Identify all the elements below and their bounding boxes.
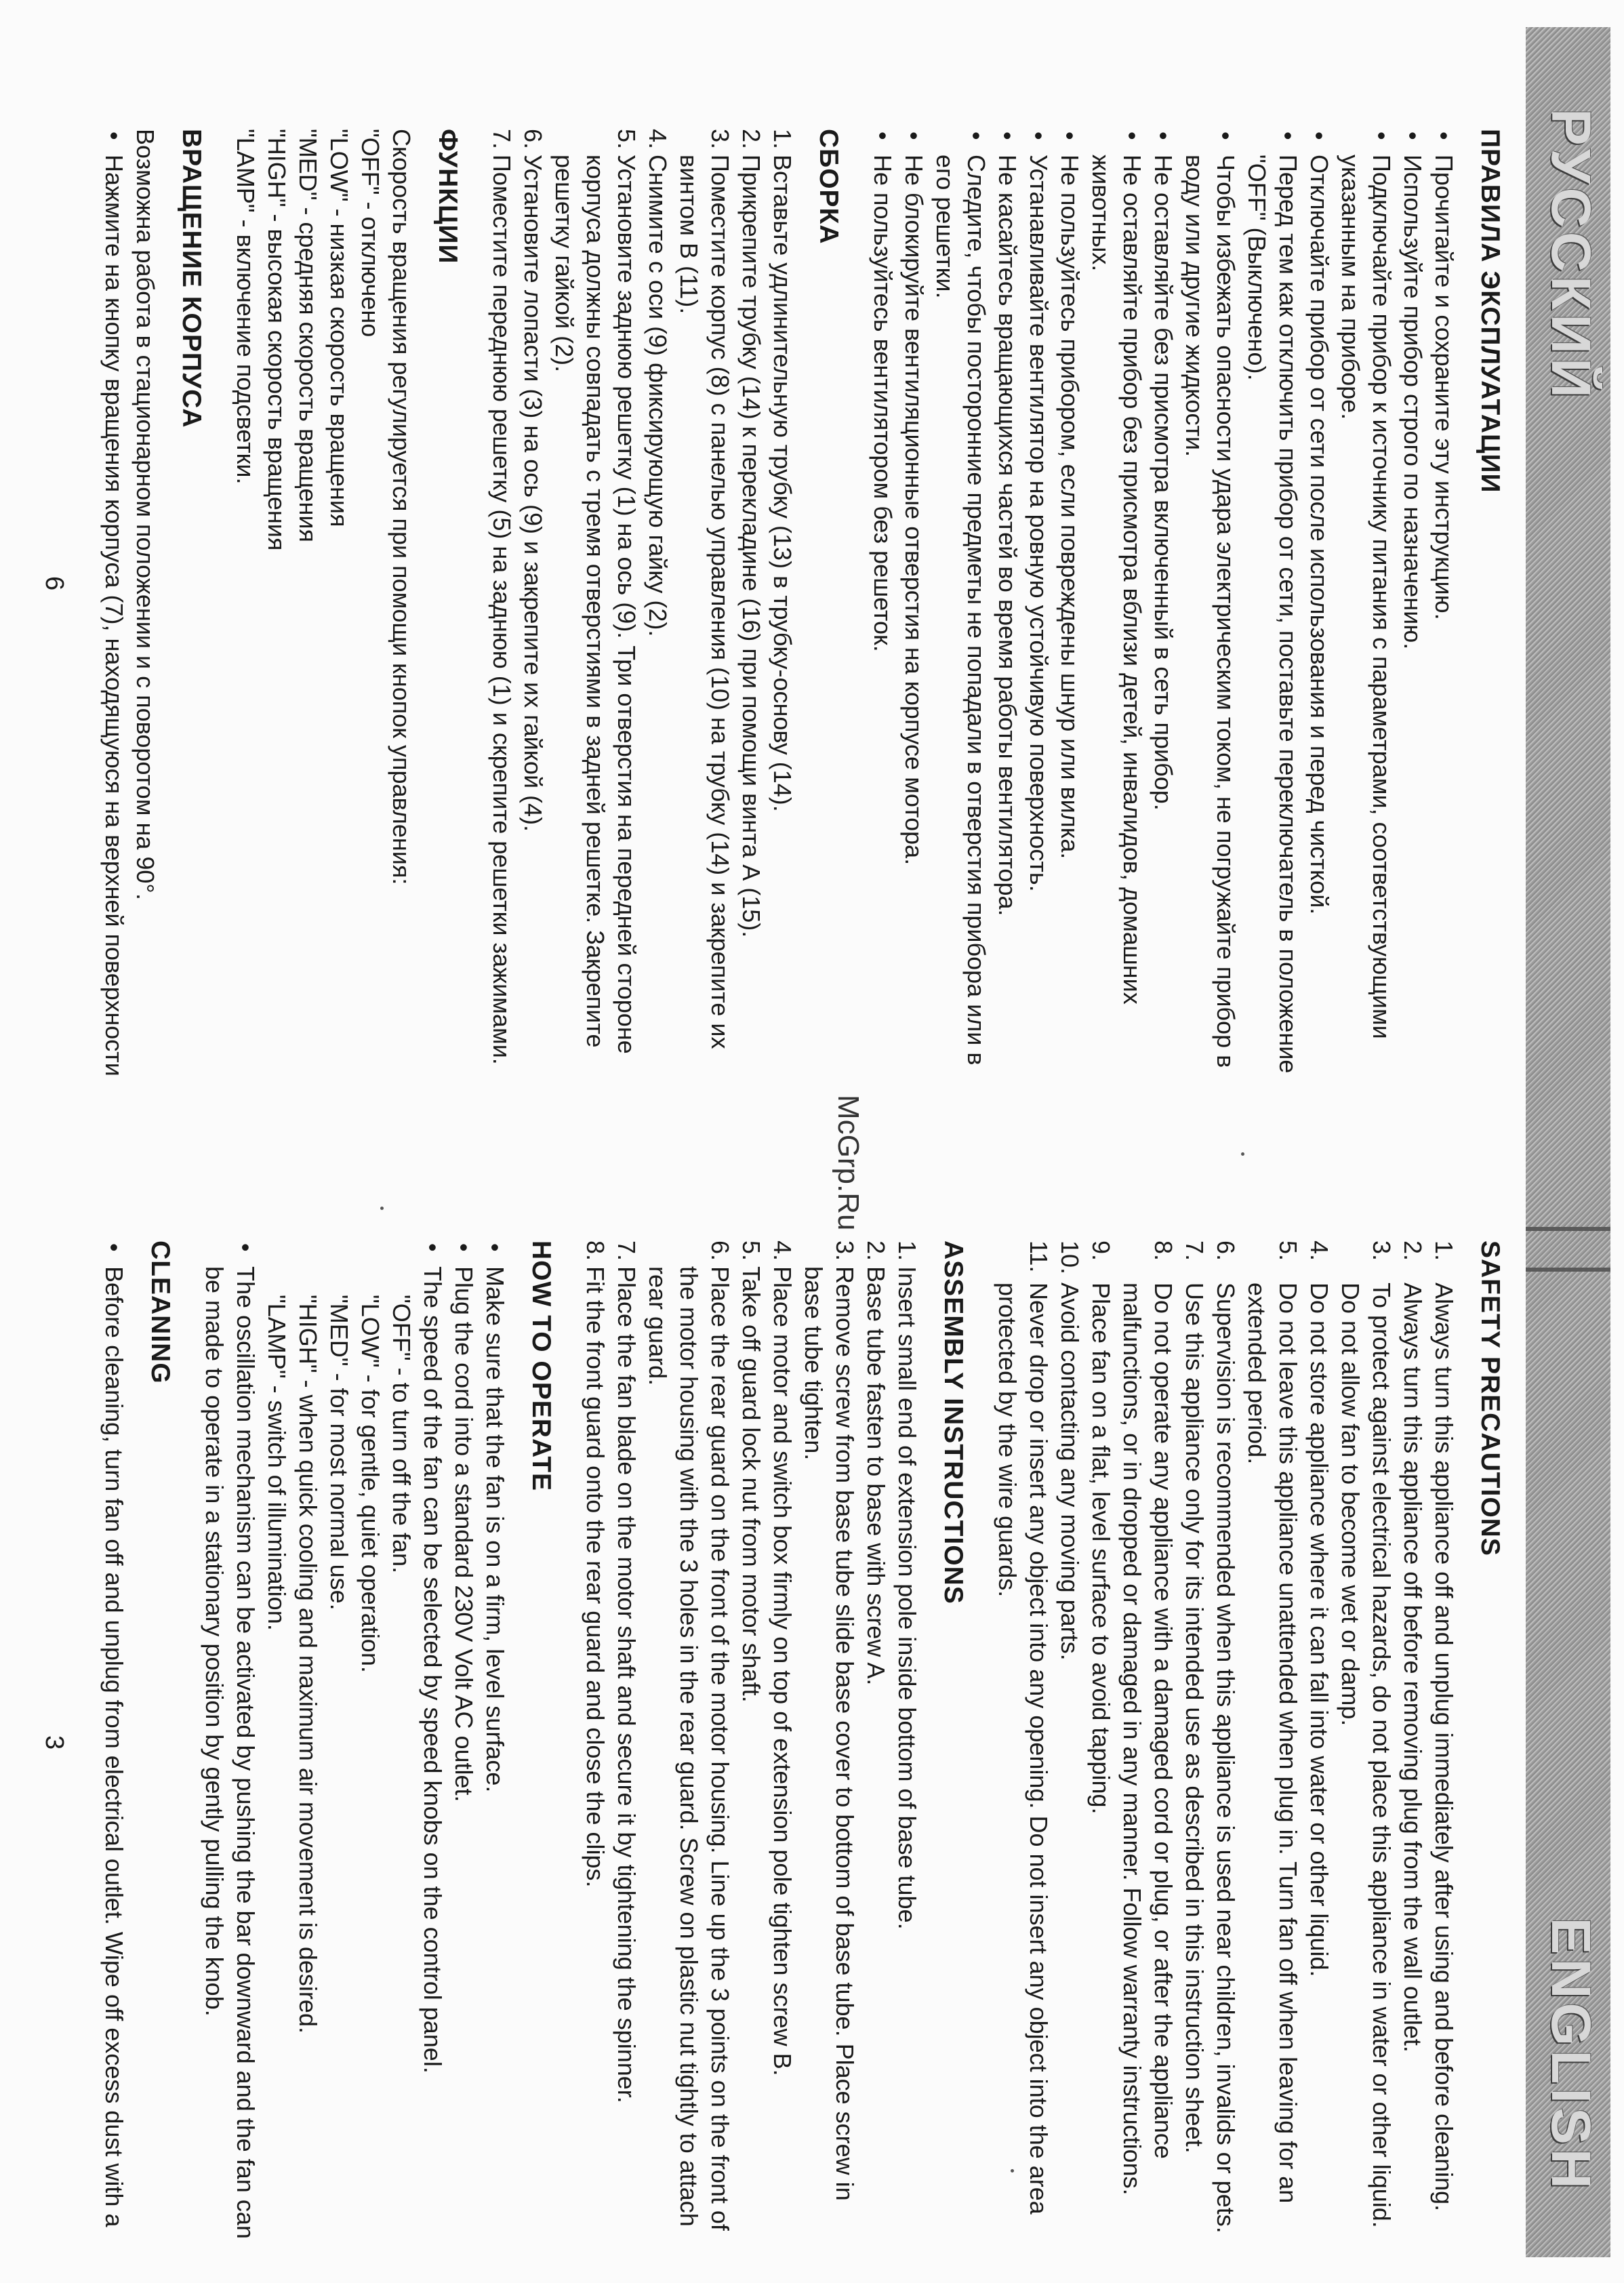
item-number: 6. [519,129,547,150]
en-safety-title: SAFETY PRECAUTIONS [1476,1240,1505,1556]
en-cleaning-list [98,1240,129,2244]
scan-speck [1241,1152,1244,1156]
list-item: • Не пользуйтесь вентилятором без решеток. [867,129,898,1105]
banner-divider [1526,1268,1610,1272]
item-text: Take off guard lock nut from motor shaft. [737,1266,765,1703]
list-item [548,129,642,1105]
item-number: 8. [1150,1240,1177,1261]
list-item [517,129,548,1105]
item-text: Avoid contacting any moving parts. [1056,1282,1084,1661]
item-number: 11. [1025,1240,1053,1273]
item-text: Place motor and switch box firmly on top of extension pole tighten screw B. [769,1266,796,2076]
ru-functions-intro: Скорость вращения регулируется при помощи кнопок управления: [388,129,415,885]
list-item: • Чтобы избежать опасности удара электрическим током, не погружайте прибор в воду или другие жидкости. [1179,129,1241,1105]
item-text: Установите лопасти (3) на ось (9) и закрепите их гайкой (4). [519,155,547,832]
list-item: • Не оставляйте прибор без присмотра вблизи детей, инвалидов, домашних животных. [1085,129,1148,1105]
list-item: • Не блокируйте вентиляционные отверстия на корпусе мотора. [898,129,929,1105]
list-item [1428,1240,1459,2244]
list-item: • Используйте прибор строго по назначению. [1397,129,1428,1105]
item-number: 4. [1305,1240,1333,1261]
item-text: Use this appliance only for its intended use as described in this instruction sheet. [1181,1282,1209,2154]
item-number: 7. [488,129,516,150]
list-item: • Прочитайте и сохраните эту инструкцию. [1428,129,1459,1105]
en-operate-list-2 [199,1240,261,2244]
en-operate-title: HOW TO OPERATE [527,1240,556,1492]
scan-speck [380,1207,384,1210]
list-item: • Не пользуйтесь прибором, если повреждены шнур или вилка. [1054,129,1085,1105]
list-item [642,1240,735,2244]
item-number: 2. [737,129,765,150]
list-item [611,1240,642,2244]
item-number: 3. [706,129,734,150]
item-number: 4. [644,129,672,150]
ru-rotation-title: ВРАЩЕНИЕ КОРПУСА [177,129,206,428]
russian-column [98,129,1512,1105]
list-item [1179,1240,1210,2244]
item-text: Do not leave this appliance unattended when plug in. Turn fan off when leaving for an extended period. [1243,1282,1302,2204]
item-text: Do not store appliance where it can fall into water or other liquid. [1305,1282,1333,1977]
list-item [673,129,735,1105]
ru-safety-list [867,129,1459,1105]
list-item: • Make sure that the fan is on a firm, level surface. [479,1240,510,2244]
list-item [798,1240,860,2244]
list-item [1335,1240,1397,2244]
item-text: Always turn this appliance off and unplug immediately after using and before cleaning. [1430,1282,1458,2212]
list-item: • The oscillation mechanism can be activated by pushing the bar downward and the fan can be made to operate in a stationary position by gently pulling the knob. [199,1240,261,2244]
speed-line: "MED" - средняя скорость вращения [294,129,322,543]
list-item [735,129,767,1105]
list-item: • Перед тем как отключить прибор от сети, поставьте переключатель в положение "OFF" (Выключено). [1241,129,1303,1105]
item-number: 1. [1430,1240,1458,1261]
item-number: 6. [706,1240,734,1261]
list-item: • Before cleaning, turn fan off and unplug from electrical outlet. Wipe off excess dust with a [98,1240,129,2244]
banner-divider [1526,1227,1610,1231]
ru-functions-title: ФУНКЦИИ [433,129,462,264]
item-number: 7. [613,1240,641,1261]
speed-line: "MED" - for most normal use. [325,1295,353,1611]
item-text: Вставьте удлинительную трубку (13) в трубку-основу (14). [769,155,796,812]
banner-english-label: ENGLISH [1540,1917,1602,2193]
item-number: 4. [769,1240,796,1261]
item-text: Place the rear guard on the front of the motor housing. Line up the 3 points on the front of the motor housing with the 3 holes in the rear guard. Screw on plastic nut tightly to attach rear guard. [644,1266,734,2231]
item-number: 8. [582,1240,609,1261]
item-number: 6. [1212,1240,1240,1261]
speed-line: "LAMP" - включение подсветки. [232,129,260,485]
item-text: Supervision is recommended when this appliance is used near children, invalids or pets. [1212,1282,1240,2234]
en-assembly-list [580,1240,922,2244]
speed-line: "LOW" - for gentle, quiet operation. [357,1295,384,1673]
item-text: Do not operate any appliance with a damaged cord or plug, or after the appliance malfunctions, or in dropped or damaged in any manner. Follow warranty instructions. [1118,1282,1177,2196]
list-item [860,1240,891,2244]
item-number: 3. [1368,1240,1396,1261]
speed-line: "LOW" - низкая скорость вращения [325,129,353,527]
item-number: 5. [613,129,641,150]
ru-assembly-list [486,129,798,1105]
language-banner [1526,27,1610,2257]
list-item: • Plug the cord into a standard 230V Volt AC outlet. [448,1240,479,2244]
list-item [735,1240,767,2244]
item-text: To protect against electrical hazards, do not place this appliance in water or other liquid. Do not allow fan to become wet or damp. [1337,1282,1396,2228]
ru-safety-title: ПРАВИЛА ЭКСПЛУАТАЦИИ [1476,129,1505,493]
en-cleaning-title: CLEANING [146,1240,175,1384]
ru-page-number: 6 [40,576,68,591]
list-item: • Подключайте прибор к источнику питания с параметрами, соответствующими указанным на приборе. [1335,129,1397,1105]
item-text: Base tube fasten to base with screw A. [862,1266,890,1686]
item-number: 1. [769,129,796,150]
list-item: • Не касайтесь вращающихся частей во время работы вентилятора. [992,129,1023,1105]
item-number: 2. [862,1240,890,1261]
item-number: 9. [1087,1240,1115,1261]
list-item: • Следите, чтобы посторонние предметы не попадали в отверстия прибора или в его решетки. [929,129,992,1105]
item-text: Поместите переднюю решетку (5) на заднюю (1) и скрепите решетки зажимами. [488,155,516,1065]
list-item [642,129,673,1105]
list-item [992,1240,1054,2244]
item-text: Remove screw from base tube slide base cover to bottom of base tube. Place screw in base tube tighten. [800,1266,859,2201]
english-column [98,1240,1512,2244]
ru-rotation-list [98,129,129,1105]
list-item [1241,1240,1303,2244]
list-item [767,129,798,1105]
item-number: 5. [737,1240,765,1261]
item-text: Поместите корпус (8) с панелью управления (10) на трубку (14) и закрепите их винтом В (11). [675,155,734,1049]
list-item [1085,1240,1116,2244]
item-text: Place fan on a flat, level surface to avoid tapping. [1087,1282,1115,1815]
item-text: Insert small end of extension pole inside bottom of base tube. [893,1266,921,1930]
ru-rotation-intro: Возможна работа в стационарном положении и с поворотом на 90°. [131,129,159,900]
en-assembly-title: ASSEMBLY INSTRUCTIONS [939,1240,968,1604]
ru-assembly-title: СБОРКА [814,129,843,245]
list-item: • Не оставляйте без присмотра включенный в сеть прибор. [1148,129,1179,1105]
item-number: 3. [831,1240,859,1261]
list-item: • Устанавливайте вентилятор на ровную устойчивую поверхность. [1023,129,1054,1105]
speed-line: "LAMP" - switch of illumination. [263,1295,291,1631]
item-number: 7. [1181,1240,1209,1261]
list-item [1054,1240,1085,2244]
item-number: 1. [893,1240,921,1261]
speed-line: "OFF" - отключено [357,129,384,338]
list-item [1397,1240,1428,2244]
list-item [486,129,517,1105]
item-text: Place the fan blade on the motor shaft and secure it by tightening the spinner. [613,1266,641,2103]
item-number: 2. [1399,1240,1427,1261]
speed-line: "OFF" - to turn off the fan. [388,1295,415,1574]
list-item: • Нажмите на кнопку вращения корпуса (7), находящуюся на верхней поверхности [98,129,129,1105]
en-safety-list [992,1240,1459,2244]
item-text: Fit the front guard onto the rear guard and close the clips. [582,1266,609,1888]
banner-russian-label: РУССКИЙ [1540,108,1602,402]
list-item: • Отключайте прибор от сети после использования и перед чисткой. [1303,129,1335,1105]
item-text: Установите заднюю решетку (1) на ось (9). Три отверстия на передней стороне корпуса должны совпадать с тремя отверстиями в задней решетке. Закрепите решетку гайкой (2). [550,155,641,1054]
item-text: Always turn this appliance off before removing plug from the wall outlet. [1399,1282,1427,2053]
speed-line: "HIGH" - when quick cooling and maximum air movement is desired. [294,1295,322,2034]
scan-speck [1011,2169,1014,2173]
en-operate-list [417,1240,510,2244]
item-text: Снимите с оси (9) фиксирующую гайку (2). [644,155,672,637]
item-text: Never drop or insert any object into any opening. Do not insert any object into the area protected by the wire guards. [994,1282,1053,2215]
en-page-number: 3 [40,1735,68,1750]
item-number: 10. [1056,1240,1084,1275]
list-item [767,1240,798,2244]
watermark: McGrp.Ru [832,1095,865,1231]
list-item [891,1240,922,2244]
item-number: 5. [1274,1240,1302,1261]
list-item [580,1240,611,2244]
list-item: • The speed of the fan can be selected by speed knobs on the control panel. [417,1240,448,2244]
list-item [1116,1240,1179,2244]
item-text: Прикрепите трубку (14) к перекладине (16) при помощи винта А (15). [737,155,765,938]
list-item [1303,1240,1335,2244]
list-item [1210,1240,1241,2244]
speed-line: "HIGH" - высокая скорость вращения [263,129,291,551]
